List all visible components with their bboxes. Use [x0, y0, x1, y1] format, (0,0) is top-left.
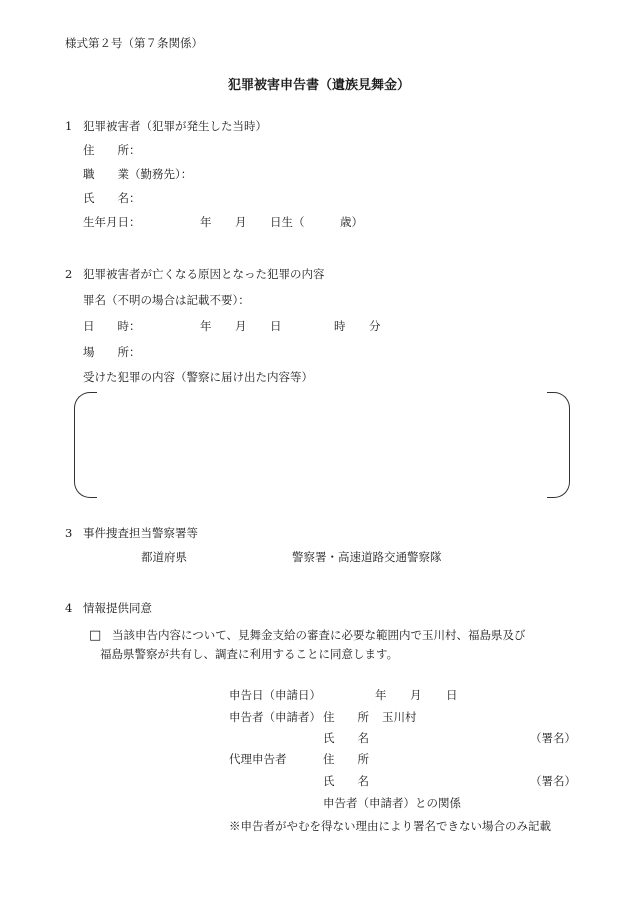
section1-number: 1 [65, 119, 73, 133]
agent-name-label: 氏 名 [323, 774, 369, 788]
crime-hour-unit: 時 [334, 319, 346, 333]
birth-year-unit: 年 [200, 215, 212, 229]
crime-minute-unit: 分 [369, 319, 381, 333]
section4-number: 4 [65, 601, 73, 615]
crime-content-label: 受けた犯罪の内容（警察に届け出た内容等） [83, 370, 313, 384]
page-title: 犯罪被害申告書（遺族見舞金） [228, 78, 411, 93]
crime-year-unit: 年 [200, 319, 212, 333]
consent-text-line1: 当該申告内容について、見舞金支給の審査に必要な範囲内で玉川村、福島県及び [112, 628, 526, 642]
crime-place-label: 場 所： [83, 345, 141, 359]
police-station-label: 警察署・高速道路交通警察隊 [292, 550, 442, 564]
crime-month-unit: 月 [235, 319, 247, 333]
section4-heading: 情報提供同意 [83, 601, 152, 615]
section2-number: 2 [65, 267, 73, 281]
crime-name-label: 罪名（不明の場合は記載不要）： [83, 293, 250, 307]
agent-signature-label: （署名） [530, 774, 576, 788]
prefecture-label: 都道府県 [141, 550, 187, 564]
application-month-unit: 月 [410, 688, 422, 702]
applicant-label: 申告者（申請者） [229, 710, 321, 724]
application-day-unit: 日 [446, 688, 458, 702]
crime-datetime-label: 日 時： [83, 319, 141, 333]
application-date-label: 申告日（申請日） [229, 688, 321, 702]
victim-birthdate-label: 生年月日： [83, 215, 141, 229]
consent-text-line2: 福島県警察が共有し、調査に利用することに同意します。 [100, 647, 399, 661]
relation-label: 申告者（申請者）との関係 [323, 796, 461, 810]
victim-address-label: 住 所： [83, 143, 141, 157]
birth-month-unit: 月 [235, 215, 247, 229]
signature-note: ※申告者がやむを得ない理由により署名できない場合のみ記載 [229, 819, 551, 833]
applicant-address-value: 玉川村 [382, 710, 417, 724]
victim-occupation-label: 職 業（勤務先）： [83, 167, 193, 181]
content-box-right-bracket [547, 392, 570, 498]
birth-age-unit: 歳） [340, 215, 363, 229]
form-number: 様式第２号（第７条関係） [65, 36, 203, 50]
section2-heading: 犯罪被害者が亡くなる原因となった犯罪の内容 [83, 267, 325, 281]
applicant-address-label: 住 所 [323, 710, 369, 724]
section1-heading: 犯罪被害者（犯罪が発生した当時） [83, 119, 267, 133]
section3-number: 3 [65, 526, 73, 540]
victim-name-label: 氏 名： [83, 191, 141, 205]
section3-heading: 事件捜査担当警察署等 [83, 526, 198, 540]
agent-address-label: 住 所 [323, 752, 369, 766]
consent-checkbox[interactable]: □ [89, 628, 102, 643]
applicant-name-label: 氏 名 [323, 731, 369, 745]
crime-day-unit: 日 [270, 319, 282, 333]
agent-label: 代理申告者 [229, 752, 287, 766]
birth-day-unit: 日生（ [270, 215, 305, 229]
application-year-unit: 年 [375, 688, 387, 702]
content-box-left-bracket [74, 392, 97, 498]
applicant-signature-label: （署名） [530, 731, 576, 745]
